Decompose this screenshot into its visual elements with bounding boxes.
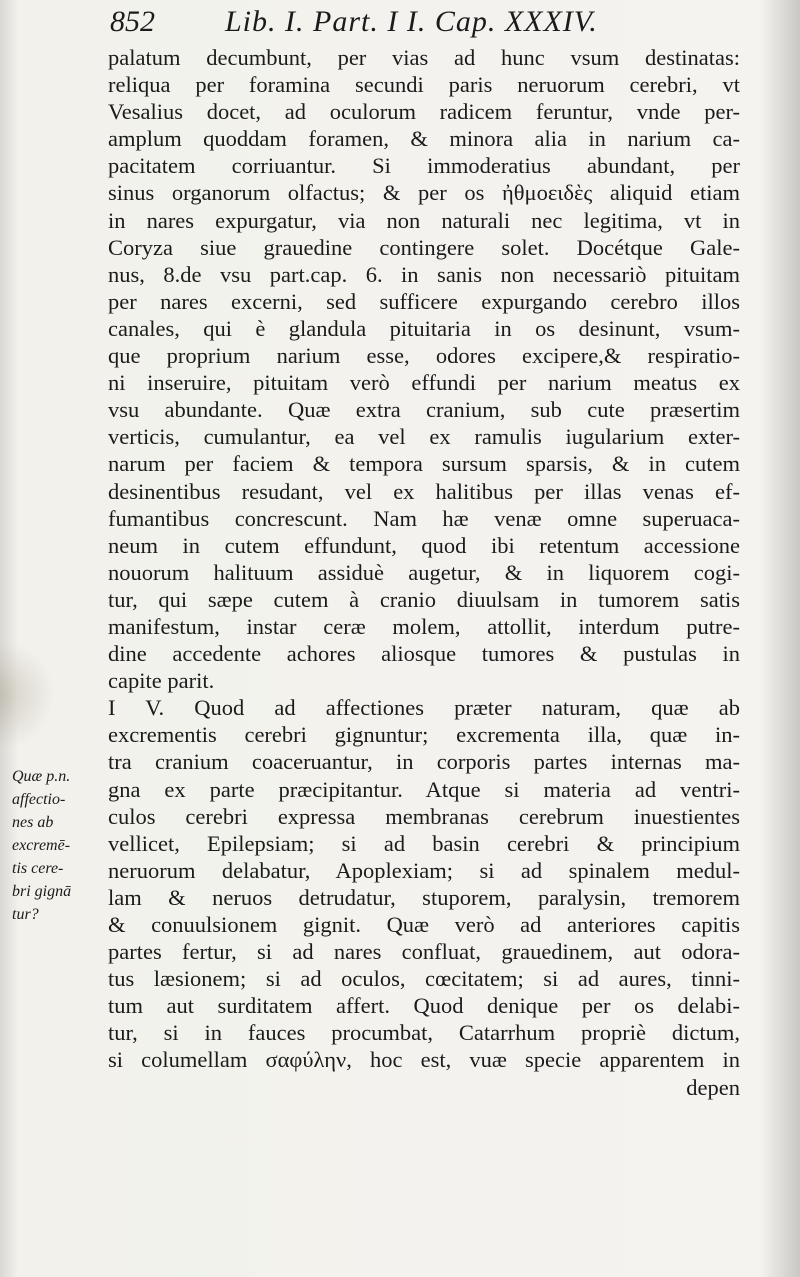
page-header (100, 4, 760, 40)
text-line: Coryza siue grauedine contingere solet. Docétque Gale- (108, 234, 740, 260)
text-line: tur, qui sæpe cutem à cranio diuulsam in tumorem satis (108, 586, 740, 612)
text-line: vsu abundante. Quæ extra cranium, sub cute præsertim (108, 397, 740, 423)
text-line: pacitatem corriuantur. Si immoderatius abundant, per (108, 153, 740, 179)
text-line: desinentibus resudant, vel ex halitibus per illas venas ef- (108, 478, 740, 504)
marginal-note-line: excremē- (12, 837, 71, 854)
catchword: depen (686, 1074, 740, 1100)
text-line: que proprium narium esse, odores excipere,& respiratio- (108, 343, 740, 369)
text-line: reliqua per foramina secundi paris neruorum cerebri, vt (108, 72, 740, 98)
paper-stain (0, 640, 55, 750)
text-line: I V. Quod ad affectiones præter naturam, quæ ab (108, 695, 740, 721)
text-line: neruorum delabatur, Apoplexiam; si ad spinalem medul- (108, 857, 740, 883)
text-line: nouorum halituum assiduè augetur, & in liquorem cogi- (108, 559, 740, 585)
marginal-note-line: tur? (12, 906, 39, 923)
text-line: vellicet, Epilepsiam; si ad basin cerebri & principium (108, 830, 740, 856)
text-line: tus læsionem; si ad oculos, cœcitatem; si ad aures, tinni- (108, 966, 740, 992)
text-line: narum per faciem & tempora sursum sparsis, & in cutem (108, 451, 740, 477)
text-line: lam & neruos detrudatur, stuporem, paralysin, tremorem (108, 884, 740, 910)
text-line: si columellam σαφύλην, hoc est, vuæ specie apparentem in (108, 1047, 740, 1073)
text-line: canales, qui è glandula pituitaria in os desinunt, vsum- (108, 315, 740, 341)
marginal-note-line: Quæ p.n. (12, 768, 71, 785)
text-line: ni inseruire, pituitam verò effundi per narium meatus ex (108, 370, 740, 396)
text-line: tum aut surditatem affert. Quod denique per os delabi- (108, 993, 740, 1019)
text-line: manifestum, instar ceræ molem, attollit, interdum putre- (108, 613, 740, 639)
text-line: verticis, cumulantur, ea vel ex ramulis iugularium exter- (108, 424, 740, 450)
text-line: partes fertur, si ad nares confluat, grauedinem, aut odora- (108, 939, 740, 965)
text-line: neum in cutem effundunt, quod ibi retentum accessione (108, 532, 740, 558)
text-line: gna ex parte præcipitantur. Atque si materia ad ventri- (108, 776, 740, 802)
text-line: culos cerebri expressa membranas cerebrum inuestientes (108, 803, 740, 829)
text-line: fumantibus concrescunt. Nam hæ venæ omne superuaca- (108, 505, 740, 531)
text-line: palatum decumbunt, per vias ad hunc vsum destinatas: (108, 45, 740, 70)
marginal-note-line: tis cere- (12, 860, 64, 877)
text-line: excrementis cerebri gignuntur; excrementa illa, quæ in- (108, 722, 740, 748)
text-line: nus, 8.de vsu part.cap. 6. in sanis non necessariò pituitam (108, 261, 740, 287)
main-text-block (108, 44, 740, 1101)
text-line: capite parit. (108, 668, 215, 694)
text-line: amplum quoddam foramen, & minora alia in narium ca- (108, 126, 740, 152)
page-number: 852 (110, 5, 155, 38)
marginal-note-line: nes ab (12, 814, 54, 831)
marginal-note-line: bri gignā (12, 883, 72, 900)
text-line: & conuulsionem gignit. Quæ verò ad anteriores capitis (108, 912, 740, 937)
text-line: sinus organorum olfactus; & per os ἠθμοειδὲς aliquid etiam (108, 180, 740, 206)
text-line: tur, si in fauces procumbat, Catarrhum propriè dictum, (108, 1020, 740, 1046)
marginal-note-line: affectio- (12, 791, 66, 808)
text-line: tra cranium coaceruantur, in corporis partes internas ma- (108, 749, 740, 775)
running-head: Lib. I. Part. I I. Cap. XXXIV. (225, 5, 598, 38)
text-line: Vesalius docet, ad oculorum radicem feruntur, vnde per- (108, 99, 740, 125)
text-line: per nares excerni, sed sufficere expurgando cerebro illos (108, 288, 740, 314)
text-line: dine accedente achores aliosque tumores & pustulas in (108, 641, 740, 667)
marginal-note (12, 765, 112, 926)
text-line: in nares expurgatur, via non naturali nec legitima, vt in (108, 207, 740, 233)
